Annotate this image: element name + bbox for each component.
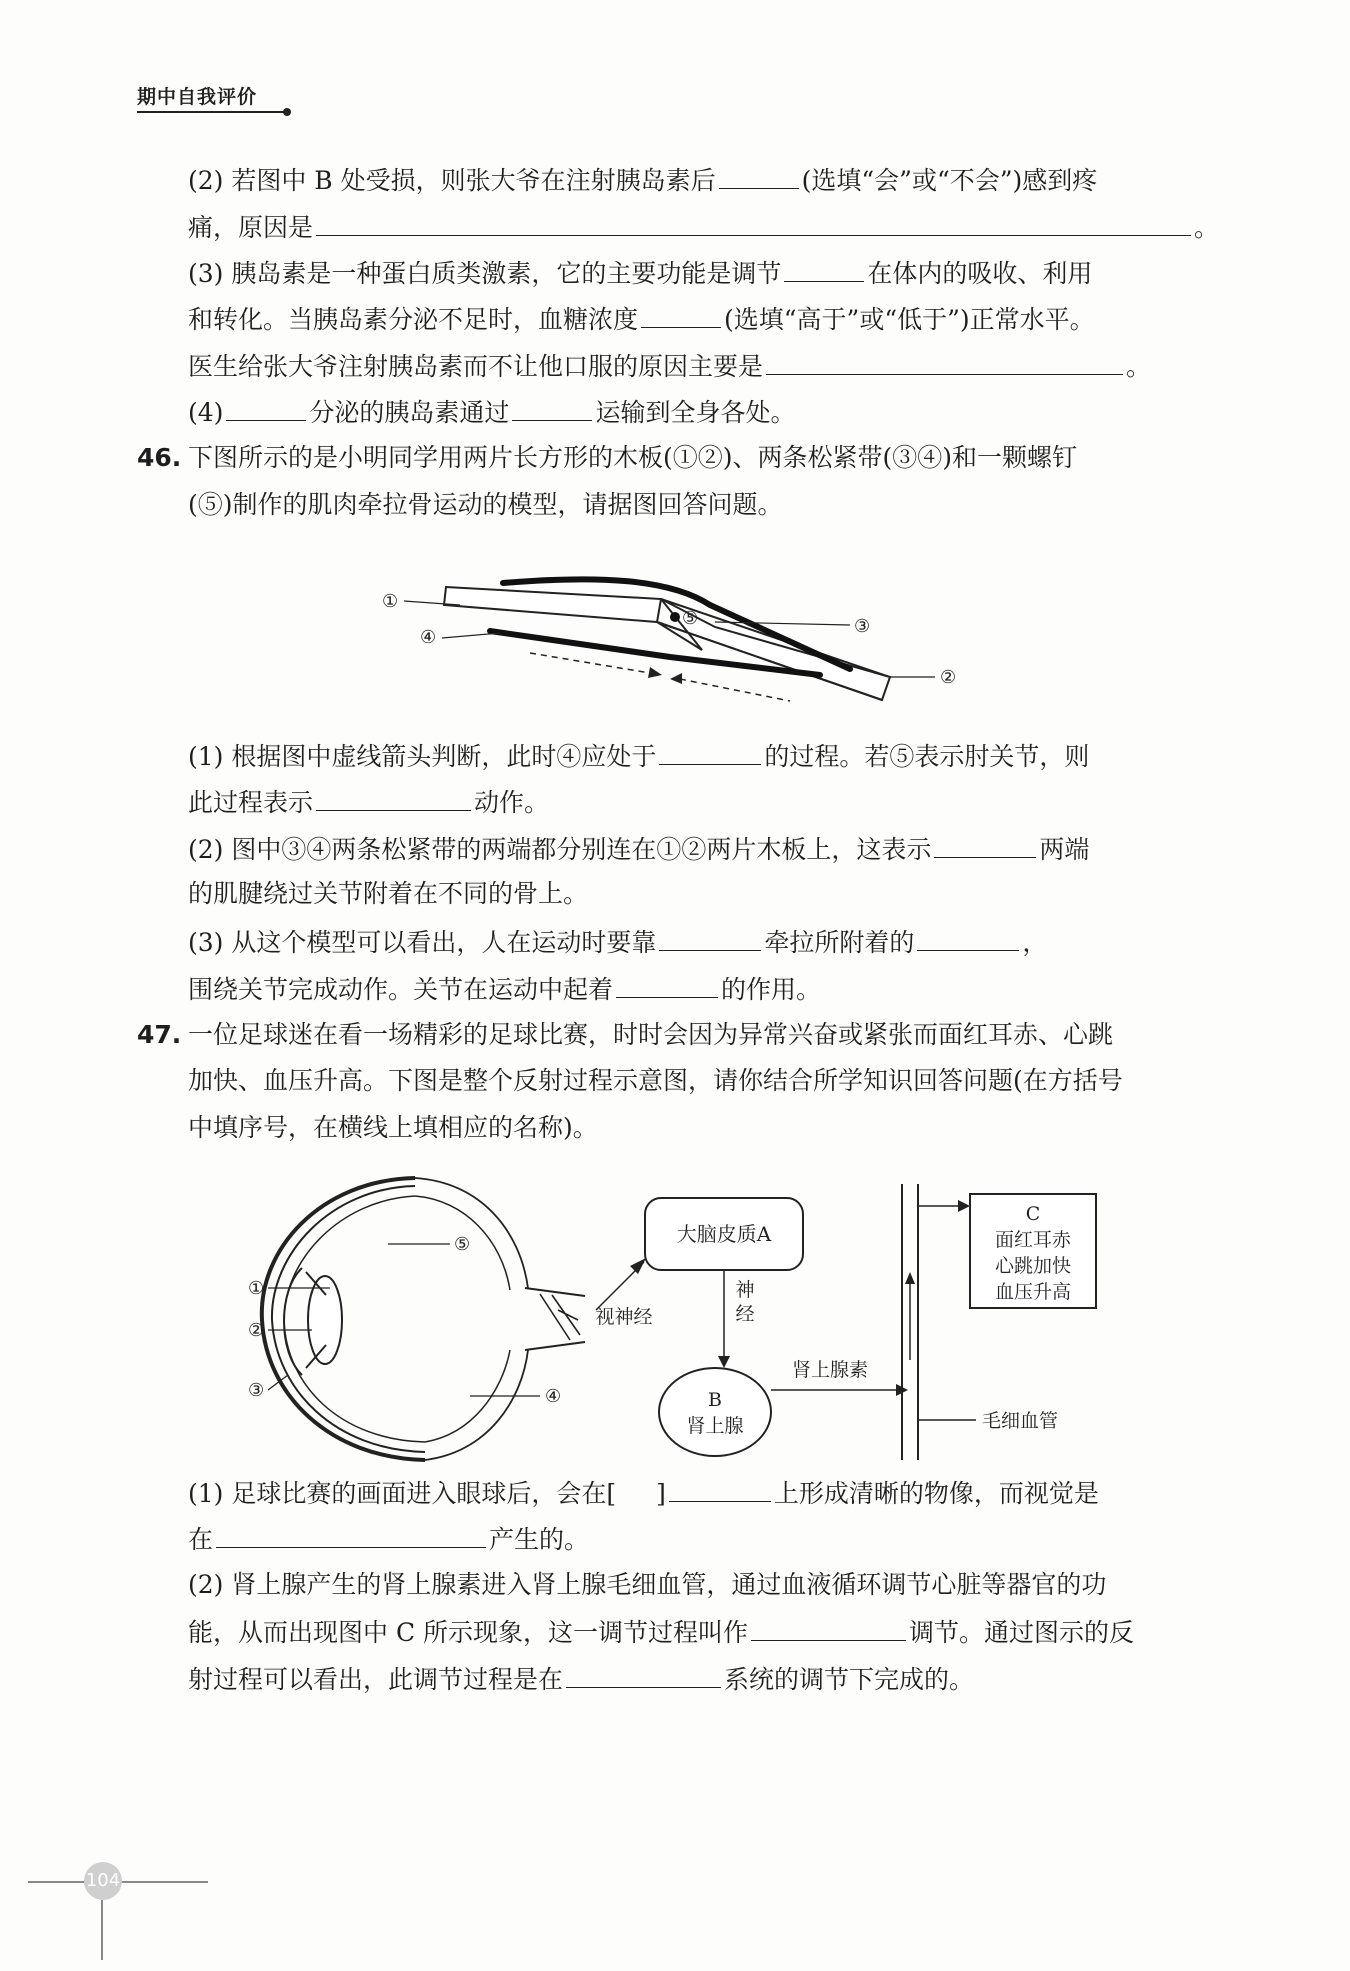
q47-part2-line3 — [188, 1661, 974, 1697]
footer-vertical-rule — [101, 1900, 103, 1960]
q46-part1-text-c: 此过程表示 — [188, 788, 314, 817]
q46-part3-blank-3[interactable] — [616, 971, 718, 998]
q46-part3-text-c: ， — [1022, 928, 1048, 957]
q45-part3-text-a: (3) 胰岛素是一种蛋白质类激素，它的主要功能是调节 — [188, 259, 782, 288]
model-label-3: ③ — [854, 616, 871, 637]
q46-part2-text-a: (2) 图中③④两条松紧带的两端都分别连在①②两片木板上，这表示 — [188, 835, 932, 864]
gland-name: 肾上腺 — [686, 1415, 744, 1437]
q46-stem-line2: (⑤)制作的肌肉牵拉骨运动的模型，请据图回答问题。 — [188, 490, 783, 519]
q47-part2-line2 — [188, 1614, 1134, 1650]
page-header-title: 期中自我评价 — [137, 86, 258, 108]
q45-part2-line1 — [188, 162, 1097, 198]
q45-part4-blank-1[interactable] — [226, 394, 306, 421]
q47-part1-text-b: ] — [656, 1479, 666, 1508]
q46-part3-blank-2[interactable] — [917, 924, 1019, 951]
q45-part3-blank-2[interactable] — [641, 301, 721, 328]
q46-part1-text-a: (1) 根据图中虚线箭头判断，此时④应处于 — [188, 742, 657, 771]
eye-label-1: ① — [248, 1278, 265, 1299]
eye-label-2: ② — [248, 1320, 265, 1341]
q47-stem-line1: 一位足球迷在看一场精彩的足球比赛，时时会因为异常兴奋或紧张而面红耳赤、心跳 — [188, 1020, 1114, 1049]
q46-part3-line2 — [188, 971, 821, 1007]
q45-part2-line2 — [188, 209, 1219, 245]
brain-label: 大脑皮质A — [676, 1222, 772, 1246]
q45-part3-blank-3[interactable] — [766, 348, 1123, 375]
q47-stem-line2: 加快、血压升高。下图是整个反射过程示意图，请你结合所学知识回答问题(在方括号 — [188, 1066, 1123, 1095]
reflex-diagram — [240, 1170, 1120, 1470]
q47-part2-blank-2[interactable] — [566, 1661, 721, 1688]
q46-part2-blank[interactable] — [934, 831, 1036, 858]
q46-part2-line1 — [188, 831, 1089, 867]
nerve-label-1: 神 — [735, 1279, 755, 1301]
effect-letter: C — [1025, 1203, 1041, 1225]
q46-part3-blank-1[interactable] — [659, 924, 761, 951]
q47-part1-line1 — [188, 1475, 1099, 1511]
q46-part1-blank-2[interactable] — [316, 784, 471, 811]
model-label-4: ④ — [420, 627, 437, 648]
q46-part1-line2 — [188, 784, 549, 820]
header-dot — [283, 108, 291, 116]
nerve-label-2: 经 — [735, 1303, 755, 1325]
q46-part3-text-e: 的作用。 — [721, 975, 822, 1004]
q47-part2-blank-1[interactable] — [751, 1614, 906, 1641]
q47-part2-text-e: 系统的调节下完成的。 — [724, 1665, 975, 1694]
eyeball — [262, 1178, 585, 1460]
q45-part2-text-c: 痛，原因是 — [188, 213, 314, 242]
effect-line-2: 心跳加快 — [994, 1255, 1072, 1277]
q46-stem-line1: 下图所示的是小明同学用两片长方形的木板(①②)、两条松紧带(③④)和一颗螺钉 — [188, 443, 1078, 472]
q45-part3-line2 — [188, 301, 1095, 337]
muscle-model-diagram — [370, 565, 970, 715]
q45-part2-text-a: (2) 若图中 B 处受损，则张大爷在注射胰岛素后 — [188, 166, 716, 195]
effect-line-1: 面红耳赤 — [994, 1229, 1072, 1251]
q45-period: 。 — [1126, 352, 1152, 381]
gland-letter: B — [708, 1389, 722, 1411]
q46-part2-text-b: 两端 — [1039, 835, 1090, 864]
eye-label-3: ③ — [248, 1380, 265, 1401]
q47-part2-text-d: 射过程可以看出，此调节过程是在 — [188, 1665, 564, 1694]
q45-part3-line3 — [188, 348, 1151, 384]
q46-part3-line1 — [188, 924, 1047, 960]
optic-nerve-label: 视神经 — [595, 1306, 653, 1328]
q46-part3-text-a: (3) 从这个模型可以看出，人在运动时要靠 — [188, 928, 657, 957]
q46-part1-line1 — [188, 738, 1089, 774]
q47-part1-text-c: 上形成清晰的物像，而视觉是 — [773, 1479, 1099, 1508]
q45-part4-line — [188, 394, 795, 430]
q47-part1-text-a: (1) 足球比赛的画面进入眼球后，会在[ — [188, 1479, 617, 1508]
q45-part3-text-b: 在体内的吸收、利用 — [867, 259, 1093, 288]
board-1 — [444, 587, 661, 622]
q47-part1-text-e: 产生的。 — [489, 1525, 590, 1554]
q45-part4-text-a: (4) — [188, 398, 224, 427]
q45-period: 。 — [1194, 213, 1220, 242]
header-rule — [137, 111, 287, 113]
q47-part1-text-d: 在 — [188, 1525, 214, 1554]
q47-part2-text-b: 能，从而出现图中 C 所示现象，这一调节过程叫作 — [188, 1618, 749, 1647]
effect-line-3: 血压升高 — [994, 1281, 1072, 1303]
q45-part2-blank-1[interactable] — [719, 162, 799, 189]
q45-part4-text-c: 运输到全身各处。 — [595, 398, 796, 427]
q45-part3-line1 — [188, 255, 1092, 291]
q46-part3-text-b: 牵拉所附着的 — [764, 928, 915, 957]
q46-part2-line2: 的肌腱绕过关节附着在不同的骨上。 — [188, 879, 589, 908]
q47-part1-line2 — [188, 1521, 589, 1557]
q47-stem-line3: 中填序号，在横线上填相应的名称)。 — [188, 1113, 598, 1142]
adrenal-gland — [659, 1368, 771, 1456]
q45-part3-text-e: 医生给张大爷注射胰岛素而不让他口服的原因主要是 — [188, 352, 764, 381]
q47-number: 47. — [137, 1020, 182, 1049]
q46-part1-text-b: 的过程。若⑤表示肘关节，则 — [764, 742, 1090, 771]
q45-part4-text-b: 分泌的胰岛素通过 — [309, 398, 510, 427]
model-label-2: ② — [940, 667, 957, 688]
eye-label-5: ⑤ — [454, 1234, 471, 1255]
q47-part2-line1: (2) 肾上腺产生的肾上腺素进入肾上腺毛细血管，通过血液循环调节心脏等器官的功 — [188, 1570, 1107, 1599]
q46-part3-text-d: 围绕关节完成动作。关节在运动中起着 — [188, 975, 614, 1004]
eye-label-4: ④ — [545, 1386, 562, 1407]
q45-part4-blank-2[interactable] — [512, 394, 592, 421]
q47-part1-blank-1[interactable] — [669, 1475, 771, 1502]
q46-number: 46. — [137, 443, 182, 472]
q46-part1-text-d: 动作。 — [474, 788, 550, 817]
q45-part2-text-b: (选填“会”或“不会”)感到疼 — [801, 166, 1098, 195]
q45-part2-blank-2[interactable] — [316, 209, 1191, 236]
hormone-label: 肾上腺素 — [791, 1359, 869, 1381]
q46-part1-blank-1[interactable] — [659, 738, 761, 765]
q45-part3-blank-1[interactable] — [784, 255, 864, 282]
screw-5 — [670, 612, 680, 622]
q47-part2-text-c: 调节。通过图示的反 — [909, 1618, 1135, 1647]
model-label-5: ⑤ — [682, 608, 699, 629]
q47-part1-blank-2[interactable] — [216, 1521, 486, 1548]
q45-part3-text-d: (选填“高于”或“低于”)正常水平。 — [724, 305, 1095, 334]
q45-part3-text-c: 和转化。当胰岛素分泌不足时，血糖浓度 — [188, 305, 639, 334]
model-label-1: ① — [382, 591, 399, 612]
page-number: 104 — [84, 1862, 122, 1900]
capillary-label: 毛细血管 — [982, 1410, 1059, 1432]
